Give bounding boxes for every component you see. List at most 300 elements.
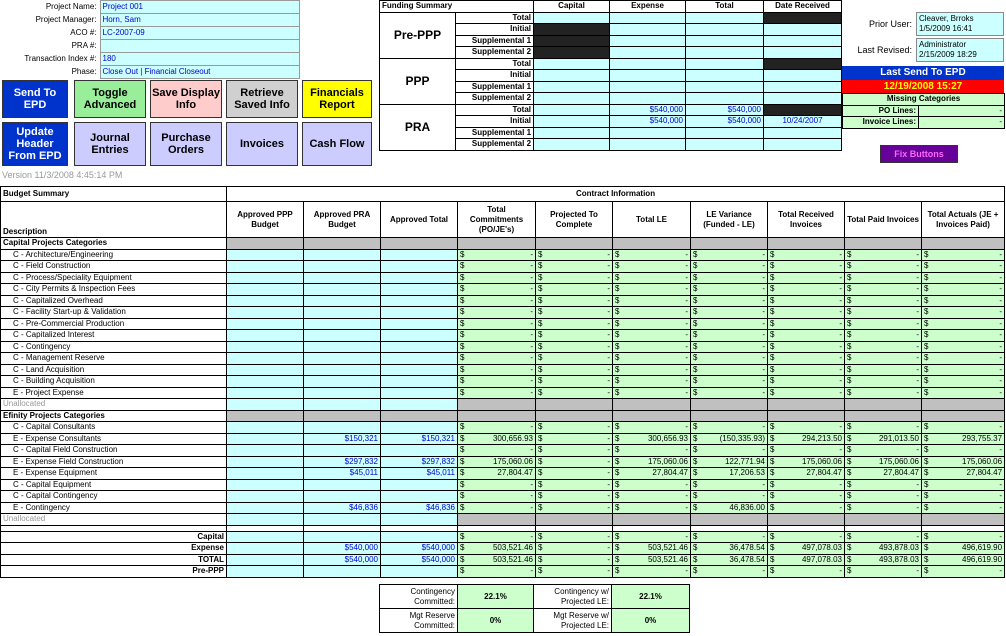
budget-value-cell: $ - (768, 445, 845, 457)
funding-capital-cell[interactable] (534, 12, 610, 24)
budget-value-cell: $ - (845, 502, 922, 514)
budget-value-cell: $ 503,521.46 (458, 554, 536, 566)
budget-value-cell (227, 554, 304, 566)
table-row (1, 330, 1005, 342)
funding-expense-cell[interactable] (610, 58, 686, 70)
funding-expense-cell[interactable] (610, 139, 686, 151)
budget-value-cell: $ - (458, 318, 536, 330)
budget-value-cell: $ - (613, 284, 691, 296)
budget-value-cell (227, 284, 304, 296)
budget-value-cell: $ 27,804.47 (845, 468, 922, 480)
unallocated-cell (768, 399, 845, 411)
budget-value-cell: $ - (536, 284, 613, 296)
budget-column-header: Approved Total (381, 202, 458, 238)
budget-value-cell: $ - (613, 531, 691, 543)
budget-row-label: C - Field Construction (1, 261, 227, 273)
budget-value-cell: $ - (613, 341, 691, 353)
funding-date-cell[interactable] (764, 70, 842, 82)
budget-value-cell (227, 387, 304, 399)
budget-value-cell: $ - (845, 479, 922, 491)
budget-value-cell (381, 387, 458, 399)
table-row (1, 422, 1005, 434)
table-row (1, 491, 1005, 503)
budget-value-cell: $ - (691, 318, 768, 330)
budget-value-cell: $ - (768, 491, 845, 503)
budget-value-cell (304, 531, 381, 543)
budget-value-cell: $ - (922, 445, 1005, 457)
budget-value-cell: $ - (922, 479, 1005, 491)
budget-value-cell: $ - (613, 491, 691, 503)
unallocated-cell (691, 399, 768, 411)
funding-capital-cell[interactable] (534, 104, 610, 116)
budget-value-cell: $ - (458, 422, 536, 434)
project-field-input[interactable]: Close Out | Financial Closeout (100, 66, 300, 79)
budget-row-label: E - Expense Equipment (1, 468, 227, 480)
budget-value-cell: $ - (691, 566, 768, 578)
budget-value-cell: $ 27,804.47 (458, 468, 536, 480)
cash-flow-button[interactable]: Cash Flow (302, 122, 372, 166)
funding-group-label: PRA (380, 104, 456, 150)
table-row (1, 364, 1005, 376)
version-label: Version 11/3/2008 4:45:14 PM (2, 170, 123, 180)
budget-value-cell: $ 175,060.06 (845, 456, 922, 468)
budget-value-cell: $ - (922, 353, 1005, 365)
funding-capital-cell[interactable] (534, 24, 610, 36)
budget-value-cell: $ - (691, 272, 768, 284)
budget-value-cell: $ - (458, 330, 536, 342)
budget-value-cell: $ - (845, 330, 922, 342)
budget-value-cell: $ 291,013.50 (845, 433, 922, 445)
budget-value-cell: $ - (458, 261, 536, 273)
funding-date-cell[interactable] (764, 93, 842, 105)
funding-row-label: Supplemental 2 (456, 139, 534, 151)
table-row (1, 249, 1005, 261)
budget-value-cell (227, 531, 304, 543)
funding-row-label: Initial (456, 70, 534, 82)
unallocated-cell (691, 514, 768, 526)
invoice-lines-label: Invoice Lines: (843, 117, 919, 129)
totals-row (1, 554, 1005, 566)
toggle-advanced-button[interactable]: Toggle Advanced (74, 80, 146, 118)
budget-value-cell: $ - (536, 295, 613, 307)
budget-value-cell (304, 479, 381, 491)
budget-value-cell: $ - (922, 249, 1005, 261)
unallocated-cell (845, 399, 922, 411)
missing-categories-title: Missing Categories (843, 94, 1005, 106)
funding-total-cell: $540,000 (686, 104, 764, 116)
fix-buttons-button[interactable]: Fix Buttons (880, 145, 958, 163)
budget-value-cell (304, 307, 381, 319)
budget-value-cell: $ - (768, 566, 845, 578)
budget-value-cell: $ - (922, 295, 1005, 307)
budget-value-cell: $ 493,878.03 (845, 543, 922, 555)
unallocated-cell (227, 399, 304, 411)
funding-total-cell (686, 139, 764, 151)
budget-value-cell: $ - (845, 318, 922, 330)
section-header-cell (691, 238, 768, 250)
budget-column-header: LE Variance (Funded - LE) (691, 202, 768, 238)
budget-row-label: C - City Permits & Inspection Fees (1, 284, 227, 296)
contingency-committed-label: Contingency Committed: (380, 585, 458, 609)
project-info (0, 0, 300, 79)
missing-categories-table (842, 93, 1005, 129)
budget-value-cell (381, 566, 458, 578)
funding-expense-cell[interactable] (610, 93, 686, 105)
budget-value-cell: $540,000 (304, 554, 381, 566)
funding-expense-cell[interactable] (610, 127, 686, 139)
budget-row-label: C - Capital Contingency (1, 491, 227, 503)
budget-value-cell: $ - (845, 261, 922, 273)
table-row (1, 468, 1005, 480)
budget-value-cell: $ - (768, 318, 845, 330)
budget-value-cell: $ - (768, 422, 845, 434)
budget-value-cell: $ - (613, 330, 691, 342)
budget-value-cell: $ - (613, 272, 691, 284)
budget-value-cell (227, 261, 304, 273)
table-row (1, 456, 1005, 468)
budget-value-cell: $ - (458, 376, 536, 388)
budget-value-cell: $ - (613, 502, 691, 514)
budget-value-cell (381, 341, 458, 353)
budget-value-cell: $ - (691, 364, 768, 376)
funding-expense-cell[interactable]: $540,000 (610, 104, 686, 116)
section-header-cell (845, 238, 922, 250)
unallocated-cell (845, 514, 922, 526)
funding-expense-cell[interactable] (610, 70, 686, 82)
budget-value-cell: $ - (768, 341, 845, 353)
funding-expense-cell[interactable] (610, 35, 686, 47)
budget-value-cell (304, 353, 381, 365)
budget-value-cell: $ - (845, 272, 922, 284)
budget-value-cell: $ - (613, 479, 691, 491)
section-header-cell (613, 238, 691, 250)
budget-row-label: C - Process/Speciality Equipment (1, 272, 227, 284)
budget-value-cell: $ - (458, 491, 536, 503)
section-header-cell (691, 410, 768, 422)
budget-value-cell: $ - (845, 364, 922, 376)
budget-value-cell (381, 261, 458, 273)
budget-value-cell (227, 468, 304, 480)
funding-row-label: Supplemental 2 (456, 93, 534, 105)
funding-total-cell (686, 93, 764, 105)
budget-value-cell: $ - (922, 307, 1005, 319)
project-field-label: Project Manager: (35, 15, 97, 24)
budget-value-cell: $ - (691, 531, 768, 543)
budget-column-header: Approved PPP Budget (227, 202, 304, 238)
budget-value-cell (304, 491, 381, 503)
budget-value-cell (381, 376, 458, 388)
prior-user-field: Cleaver, Brroks 1/5/2009 16:41 (916, 12, 1004, 36)
funding-date-cell[interactable] (764, 35, 842, 47)
budget-value-cell: $ - (458, 353, 536, 365)
totals-row (1, 543, 1005, 555)
budget-column-header: Total Received Invoices (768, 202, 845, 238)
project-field-input[interactable]: 180 (100, 53, 300, 66)
budget-row-label: C - Land Acquisition (1, 364, 227, 376)
budget-value-cell: $ - (613, 307, 691, 319)
budget-value-cell: $ - (536, 261, 613, 273)
funding-expense-cell[interactable]: $540,000 (610, 116, 686, 128)
budget-value-cell: $ - (536, 307, 613, 319)
budget-value-cell: $ 27,804.47 (613, 468, 691, 480)
budget-value-cell: $540,000 (381, 543, 458, 555)
budget-value-cell: $ 17,206.53 (691, 468, 768, 480)
budget-column-header: Total Paid Invoices (845, 202, 922, 238)
funding-capital-cell[interactable] (534, 127, 610, 139)
table-row (1, 295, 1005, 307)
budget-value-cell (304, 566, 381, 578)
budget-value-cell (381, 249, 458, 261)
budget-value-cell (304, 284, 381, 296)
funding-capital-cell[interactable] (534, 58, 610, 70)
budget-value-cell (304, 341, 381, 353)
funding-date-cell[interactable] (764, 47, 842, 59)
budget-value-cell (227, 433, 304, 445)
budget-value-cell: $ - (922, 387, 1005, 399)
section-header-cell (227, 410, 304, 422)
budget-value-cell: $ - (922, 364, 1005, 376)
budget-value-cell: $45,011 (381, 468, 458, 480)
funding-capital-cell[interactable] (534, 35, 610, 47)
table-row (1, 433, 1005, 445)
table-row (1, 376, 1005, 388)
budget-value-cell (381, 491, 458, 503)
budget-value-cell: $ - (536, 543, 613, 555)
budget-value-cell (227, 249, 304, 261)
budget-value-cell: $ - (768, 479, 845, 491)
budget-value-cell: $ - (536, 353, 613, 365)
unallocated-cell (768, 514, 845, 526)
budget-row-label: E - Expense Field Construction (1, 456, 227, 468)
table-row (1, 307, 1005, 319)
last-revised-label: Last Revised: (857, 45, 912, 55)
budget-value-cell: $ 27,804.47 (922, 468, 1005, 480)
budget-value-cell (381, 272, 458, 284)
funding-capital-cell[interactable] (534, 70, 610, 82)
budget-value-cell: $ 497,078.03 (768, 543, 845, 555)
budget-value-cell: $ - (536, 566, 613, 578)
budget-value-cell (227, 272, 304, 284)
funding-total-cell: $540,000 (686, 116, 764, 128)
budget-value-cell: $ - (613, 422, 691, 434)
project-field-input[interactable]: LC-2007-09 (100, 27, 300, 40)
funding-date-cell[interactable] (764, 127, 842, 139)
budget-value-cell: $46,836 (304, 502, 381, 514)
budget-value-cell (227, 353, 304, 365)
funding-capital-cell[interactable] (534, 93, 610, 105)
unallocated-label: Unallocated (1, 514, 227, 526)
funding-expense-cell[interactable] (610, 47, 686, 59)
budget-value-cell (227, 318, 304, 330)
budget-value-cell: $ - (845, 566, 922, 578)
budget-value-cell: $ - (536, 272, 613, 284)
po-lines-value: - (919, 105, 1005, 117)
budget-value-cell (381, 307, 458, 319)
budget-value-cell (381, 330, 458, 342)
budget-value-cell: $297,832 (381, 456, 458, 468)
budget-section-title: Capital Projects Categories (1, 238, 227, 250)
project-field-label: ACO #: (70, 28, 97, 37)
budget-value-cell: $ - (536, 422, 613, 434)
funding-date-cell[interactable] (764, 139, 842, 151)
table-row (1, 261, 1005, 273)
funding-expense-cell[interactable] (610, 12, 686, 24)
budget-value-cell: $ - (922, 531, 1005, 543)
funding-total-cell (686, 47, 764, 59)
table-row (1, 387, 1005, 399)
budget-value-cell: $ - (536, 330, 613, 342)
budget-value-cell (304, 318, 381, 330)
unallocated-cell (536, 514, 613, 526)
funding-capital-cell[interactable] (534, 81, 610, 93)
budget-value-cell: $ - (922, 272, 1005, 284)
budget-value-cell (227, 456, 304, 468)
budget-value-cell: $ - (458, 272, 536, 284)
budget-row-label: C - Contingency (1, 341, 227, 353)
budget-value-cell (304, 261, 381, 273)
totals-row-label: Capital (1, 531, 227, 543)
budget-value-cell: $540,000 (381, 554, 458, 566)
funding-date-cell[interactable] (764, 81, 842, 93)
funding-row-label: Supplemental 1 (456, 81, 534, 93)
unallocated-cell (458, 399, 536, 411)
save-display-info-button[interactable]: Save Display Info (150, 80, 222, 118)
budget-value-cell (304, 387, 381, 399)
funding-total-cell (686, 58, 764, 70)
unallocated-cell (227, 514, 304, 526)
send-to-epd-button[interactable]: Send To EPD (2, 80, 68, 118)
budget-value-cell: $ - (691, 491, 768, 503)
budget-value-cell: $ - (768, 261, 845, 273)
section-header-cell (227, 238, 304, 250)
budget-value-cell: $ - (536, 456, 613, 468)
budget-value-cell: $ 175,060.06 (613, 456, 691, 468)
project-field-input[interactable]: Horn, Sam (100, 14, 300, 27)
invoices-button[interactable]: Invoices (226, 122, 298, 166)
budget-value-cell: $ (150,335.93) (691, 433, 768, 445)
budget-row-label: C - Capital Equipment (1, 479, 227, 491)
budget-value-cell: $ - (691, 387, 768, 399)
budget-value-cell (227, 502, 304, 514)
budget-value-cell: $ - (536, 491, 613, 503)
project-field-input[interactable] (100, 40, 300, 53)
budget-value-cell (304, 295, 381, 307)
budget-value-cell (227, 479, 304, 491)
funding-date-cell[interactable] (764, 58, 842, 70)
budget-value-cell: $297,832 (304, 456, 381, 468)
table-row (1, 318, 1005, 330)
budget-value-cell: $ - (458, 364, 536, 376)
project-field-input[interactable]: Project 001 (100, 1, 300, 14)
budget-value-cell (381, 531, 458, 543)
budget-value-cell: $ 36,478.54 (691, 543, 768, 555)
update-header-button[interactable]: Update Header From EPD (2, 122, 68, 166)
budget-value-cell: $ - (845, 284, 922, 296)
section-header-cell (768, 238, 845, 250)
budget-value-cell: $ - (536, 376, 613, 388)
budget-value-cell: $ - (691, 445, 768, 457)
budget-value-cell: $ - (691, 353, 768, 365)
budget-value-cell: $ - (845, 445, 922, 457)
budget-value-cell: $ - (691, 422, 768, 434)
po-lines-label: PO Lines: (843, 105, 919, 117)
budget-value-cell: $ - (458, 284, 536, 296)
mgt-reserve-committed-label: Mgt Reserve Committed: (380, 609, 458, 633)
funding-date-cell[interactable] (764, 104, 842, 116)
budget-value-cell: $ - (458, 249, 536, 261)
purchase-orders-button[interactable]: Purchase Orders (150, 122, 222, 166)
section-header-cell (536, 238, 613, 250)
funding-capital-cell[interactable] (534, 116, 610, 128)
budget-value-cell: $ - (536, 249, 613, 261)
budget-value-cell: $ - (922, 376, 1005, 388)
funding-group-label: PPP (380, 58, 456, 104)
funding-expense-cell[interactable] (610, 81, 686, 93)
unallocated-cell (381, 399, 458, 411)
budget-value-cell: $ - (845, 491, 922, 503)
budget-value-cell: $ - (922, 422, 1005, 434)
section-header-cell (922, 238, 1005, 250)
budget-value-cell (227, 445, 304, 457)
funding-date-cell[interactable]: 10/24/2007 (764, 116, 842, 128)
budget-row-label: C - Capitalized Overhead (1, 295, 227, 307)
budget-value-cell: $ - (691, 284, 768, 296)
budget-value-cell: $ - (768, 353, 845, 365)
budget-value-cell: $ - (536, 531, 613, 543)
funding-total-cell (686, 70, 764, 82)
funding-expense-cell[interactable] (610, 24, 686, 36)
mgt-reserve-projected-value: 0% (612, 609, 690, 633)
col-date-received: Date Received (764, 1, 842, 13)
totals-row-label: TOTAL (1, 554, 227, 566)
budget-value-cell: $ 497,078.03 (768, 554, 845, 566)
funding-date-cell[interactable] (764, 24, 842, 36)
project-field-label: Transaction Index #: (24, 54, 97, 63)
contract-info-title: Contract Information (227, 187, 1005, 202)
budget-value-cell: $ - (845, 422, 922, 434)
budget-value-cell: $ - (768, 307, 845, 319)
table-row (1, 479, 1005, 491)
funding-row-label: Supplemental 1 (456, 127, 534, 139)
section-header-cell (536, 410, 613, 422)
funding-date-cell[interactable] (764, 12, 842, 24)
table-row (1, 284, 1005, 296)
unallocated-cell (304, 514, 381, 526)
funding-summary-table (379, 0, 842, 151)
budget-value-cell (381, 479, 458, 491)
section-header-cell (381, 410, 458, 422)
col-total: Total (686, 1, 764, 13)
budget-value-cell: $ - (768, 502, 845, 514)
funding-capital-cell[interactable] (534, 139, 610, 151)
budget-value-cell: $ 493,878.03 (845, 554, 922, 566)
budget-value-cell: $ - (768, 387, 845, 399)
budget-row-label: C - Facility Start-up & Validation (1, 307, 227, 319)
financials-report-button[interactable]: Financials Report (302, 80, 372, 118)
funding-capital-cell[interactable] (534, 47, 610, 59)
budget-column-header: Total Commitments (PO/JE's) (458, 202, 536, 238)
retrieve-saved-info-button[interactable]: Retrieve Saved Info (226, 80, 298, 118)
budget-value-cell (381, 353, 458, 365)
budget-value-cell: $ - (613, 376, 691, 388)
budget-value-cell: $ - (845, 307, 922, 319)
budget-value-cell (304, 272, 381, 284)
budget-value-cell: $ - (536, 318, 613, 330)
table-row (1, 272, 1005, 284)
funding-total-cell (686, 127, 764, 139)
section-header-cell (458, 238, 536, 250)
journal-entries-button[interactable]: Journal Entries (74, 122, 146, 166)
